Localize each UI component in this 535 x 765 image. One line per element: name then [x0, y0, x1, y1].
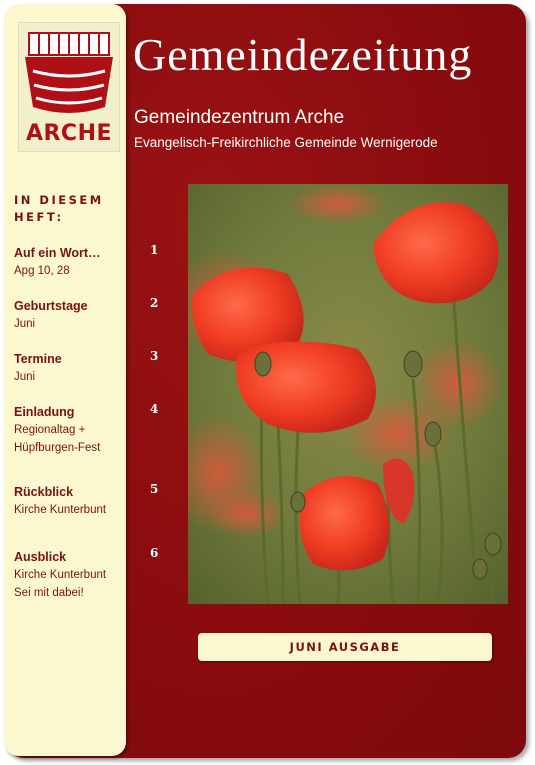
- toc-item-title: Auf ein Wort…: [14, 246, 101, 260]
- church-name: Gemeindezentrum Arche: [134, 107, 345, 128]
- toc-item-sub: Apg 10, 28: [14, 265, 70, 277]
- toc-item-title: Rückblick: [14, 485, 74, 499]
- toc-heading: [14, 192, 114, 226]
- toc-item-sub: Kirche Kunterbunt: [14, 569, 107, 581]
- toc-item-title: Ausblick: [14, 550, 67, 564]
- toc-page-number: 6: [150, 546, 159, 560]
- toc-item[interactable]: [14, 245, 129, 280]
- edition-badge: JUNI AUSGABE: [198, 633, 492, 661]
- toc-page-number: 4: [150, 402, 159, 416]
- poppy-flowers-photo: [188, 184, 508, 604]
- toc-page-number: 3: [150, 349, 159, 363]
- toc-item-sub: Kirche Kunterbunt: [14, 504, 107, 516]
- logo-wordmark: ARCHE: [25, 121, 113, 146]
- toc-item-sub: Hüpfburgen-Fest: [14, 442, 101, 454]
- toc-item-sub: Regionaltag +: [14, 424, 86, 436]
- toc-item-sub: Sei mit dabei!: [14, 587, 84, 599]
- sidebar: [4, 4, 126, 756]
- toc-item-sub: Juni: [14, 318, 36, 330]
- toc-page-number: 2: [150, 296, 159, 310]
- toc-item[interactable]: [14, 351, 129, 386]
- toc-page-number: 5: [150, 482, 159, 496]
- toc-heading-line2: HEFT:: [14, 210, 64, 224]
- toc-item-title: Termine: [14, 352, 62, 366]
- ark-logo-icon: [19, 23, 119, 121]
- arche-logo: [18, 22, 120, 152]
- toc-item-title: Geburtstage: [14, 299, 88, 313]
- toc-heading-line1: IN DIESEM: [14, 193, 104, 207]
- toc-item[interactable]: [14, 484, 129, 519]
- toc-item[interactable]: [14, 404, 129, 457]
- masthead-title: Gemeindezeitung: [133, 29, 473, 80]
- toc-item[interactable]: [14, 298, 129, 333]
- church-full-name: Evangelisch-Freikirchliche Gemeinde Wernigerode: [134, 135, 438, 150]
- toc-page-number: 1: [150, 243, 159, 257]
- toc-item-sub: Juni: [14, 371, 36, 383]
- toc-item-title: Einladung: [14, 405, 75, 419]
- toc-item[interactable]: [14, 549, 129, 602]
